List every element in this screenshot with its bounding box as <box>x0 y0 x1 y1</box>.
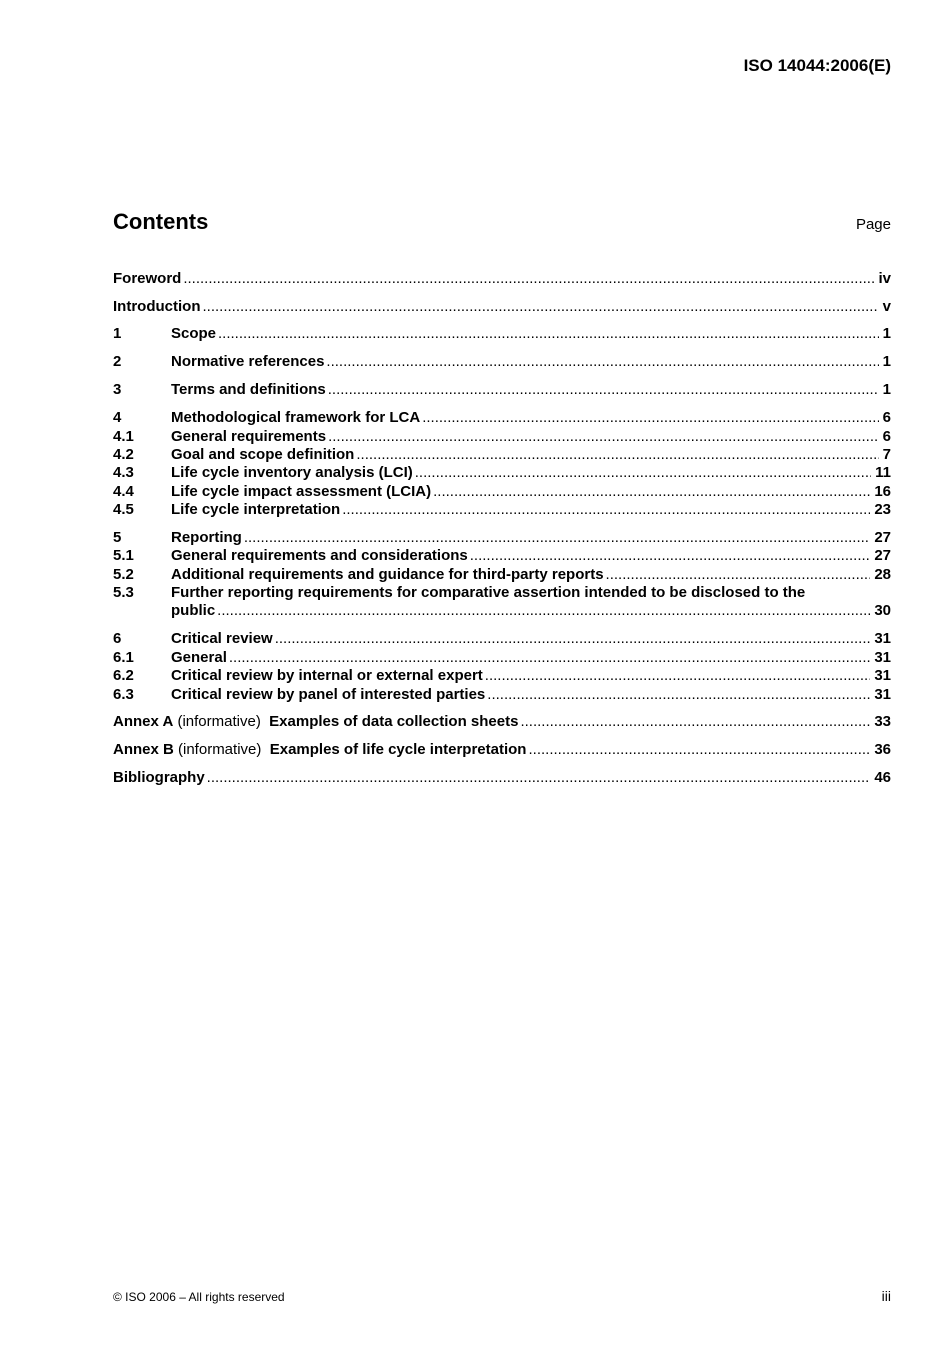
toc-entry-bibliography[interactable] <box>113 769 891 787</box>
toc-entry-goal-and-scope[interactable] <box>113 446 891 464</box>
toc-number: 4 <box>113 409 122 426</box>
toc-title: Life cycle interpretation <box>171 501 341 518</box>
toc-title: Life cycle inventory analysis (LCI) <box>171 464 413 481</box>
toc-title: Critical review by internal or external expert <box>171 667 483 684</box>
toc-page: 1 <box>882 381 891 398</box>
toc-entry-life-cycle-interpretation[interactable] <box>113 501 891 519</box>
toc-entry-review-by-expert[interactable] <box>113 667 891 685</box>
toc-page: 16 <box>874 483 891 500</box>
toc-number: 6 <box>113 630 122 647</box>
toc-entry-comparative-assertion-continued[interactable] <box>113 602 891 620</box>
toc-entry-normative-references[interactable] <box>113 353 891 371</box>
toc-entry-general-requirements[interactable] <box>113 428 891 446</box>
toc-title: Goal and scope definition <box>171 446 355 463</box>
toc-number: 5.2 <box>113 566 134 583</box>
toc-page: 30 <box>874 602 891 619</box>
document-id: ISO 14044:2006(E) <box>743 56 891 75</box>
toc-title: Examples of life cycle interpretation <box>269 741 527 758</box>
annex-note: (informative) <box>178 741 262 758</box>
footer-copyright: © ISO 2006 – All rights reserved <box>113 1290 285 1304</box>
toc-page: v <box>882 298 891 315</box>
toc-page: 36 <box>874 741 891 758</box>
toc-title: Scope <box>171 325 217 342</box>
toc-entry-comparative-assertion[interactable] <box>113 584 891 602</box>
toc-number: 4.5 <box>113 501 134 518</box>
toc-number: 6.2 <box>113 667 134 684</box>
toc-title: Additional requirements and guidance for third-party reports <box>171 566 604 583</box>
toc-title: General requirements and considerations <box>171 547 468 564</box>
toc-page: 28 <box>874 566 891 583</box>
toc-number: 5 <box>113 529 122 546</box>
toc-entry-lci[interactable] <box>113 464 891 482</box>
page-column-label: Page <box>855 216 891 233</box>
toc-number: 4.4 <box>113 483 134 500</box>
toc-entry-critical-review[interactable] <box>113 630 891 648</box>
toc-entry-annex-a[interactable] <box>113 713 891 731</box>
toc-number: 1 <box>113 325 122 342</box>
toc-number: 5.1 <box>113 547 134 564</box>
toc-page: 7 <box>882 446 891 463</box>
toc-title-line-1: Further reporting requirements for comparative assertion intended to be disclosed to the <box>171 584 806 601</box>
toc-title: Foreword <box>113 270 182 287</box>
toc-page: 11 <box>875 464 891 481</box>
toc-page: 31 <box>874 649 891 666</box>
toc-title: Methodological framework for LCA <box>171 409 421 426</box>
toc-title: Examples of data collection sheets <box>269 713 519 730</box>
toc-entry-review-by-panel[interactable] <box>113 686 891 704</box>
toc-page: 33 <box>874 713 891 730</box>
toc-title: Critical review by panel of interested parties <box>171 686 486 703</box>
toc-entry-foreword[interactable] <box>113 270 891 288</box>
contents-title: Contents <box>113 209 209 234</box>
toc-title: Bibliography <box>113 769 205 786</box>
toc-title: General requirements <box>171 428 327 445</box>
toc-title: Introduction <box>113 298 201 315</box>
toc-page: 6 <box>882 409 891 426</box>
toc-entry-general-requirements-and-considerations[interactable] <box>113 547 891 565</box>
toc-entry-lcia[interactable] <box>113 483 891 501</box>
toc-entry-annex-b[interactable] <box>113 741 891 759</box>
toc-title: Reporting <box>171 529 242 546</box>
toc-page: 1 <box>882 353 891 370</box>
toc-title: Life cycle impact assessment (LCIA) <box>171 483 432 500</box>
toc-entry-general[interactable] <box>113 649 891 667</box>
toc-title: Critical review <box>171 630 273 647</box>
annex-label: Annex B <box>113 741 174 758</box>
annex-label: Annex A <box>113 713 174 730</box>
footer-page-number: iii <box>881 1288 891 1304</box>
toc-page: 31 <box>874 667 891 684</box>
toc-number: 4.3 <box>113 464 134 481</box>
toc-entry-reporting[interactable] <box>113 529 891 547</box>
toc-entry-third-party-reports[interactable] <box>113 566 891 584</box>
toc-page: 46 <box>874 769 891 786</box>
toc-number: 6.1 <box>113 649 134 666</box>
toc-number: 4.1 <box>113 428 134 445</box>
toc-number: 6.3 <box>113 686 134 703</box>
toc-entry-methodological-framework[interactable] <box>113 409 891 427</box>
toc-number: 3 <box>113 381 122 398</box>
toc-page: 27 <box>874 547 891 564</box>
toc-page: 23 <box>874 501 891 518</box>
toc-title: Normative references <box>171 353 325 370</box>
toc-entry-scope[interactable] <box>113 325 891 343</box>
toc-page: 31 <box>874 630 891 647</box>
toc-title-line-2: public <box>171 602 216 619</box>
toc-entry-terms-and-definitions[interactable] <box>113 381 891 399</box>
toc-page: 1 <box>882 325 891 342</box>
annex-note: (informative) <box>177 713 261 730</box>
toc-title: Terms and definitions <box>171 381 326 398</box>
toc-page: 31 <box>874 686 891 703</box>
toc-page: 6 <box>882 428 891 445</box>
toc-number: 2 <box>113 353 122 370</box>
toc-title: General <box>171 649 227 666</box>
toc-entry-introduction[interactable] <box>113 298 891 316</box>
toc-page: iv <box>878 270 891 287</box>
toc-number: 5.3 <box>113 584 134 601</box>
toc-number: 4.2 <box>113 446 134 463</box>
toc-page: 27 <box>874 529 891 546</box>
